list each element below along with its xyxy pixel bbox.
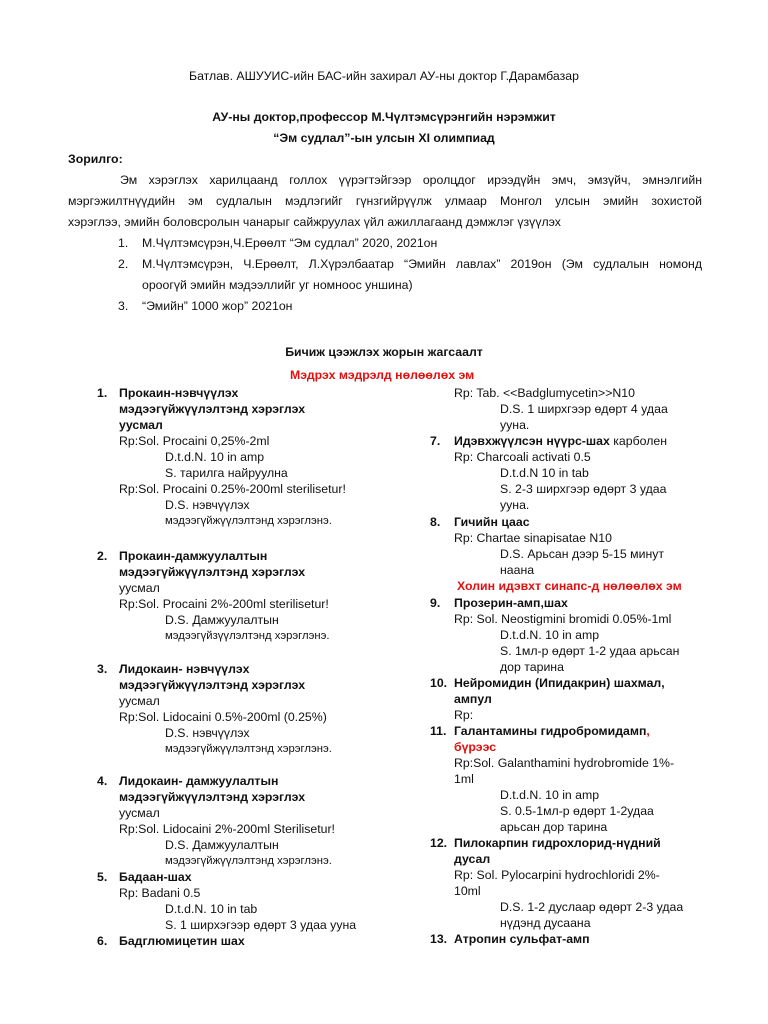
recipe-line: Rp:Sol. Lidocaini 0.5%-200ml (0.25%) xyxy=(119,710,327,724)
recipe-line: D.S. Дамжуулалтын xyxy=(165,613,279,627)
recipe-line: S. 0.5-1мл-р өдөрт 1-2удаа xyxy=(500,804,654,818)
section-title-cholinergic: Холин идэвхт синапс-д нөлөөлөх эм xyxy=(457,579,682,593)
item-title xyxy=(454,434,667,448)
item-title: уусмал xyxy=(119,418,163,432)
item-number: 2. xyxy=(97,549,108,563)
item-number: 1. xyxy=(97,386,108,400)
recipe-line: S. тарилга найруулна xyxy=(165,466,288,480)
item-title: дусал xyxy=(454,852,491,866)
item-title: Бадглюмицетин шах xyxy=(119,934,245,948)
recipe-line: D.S. Дамжуулалтын xyxy=(165,838,279,852)
item-title-text: Галантамины гидробромидамп xyxy=(454,724,647,738)
item-title: уусмал xyxy=(119,694,160,708)
item-number: 8. xyxy=(430,515,441,529)
item-title: Лидокаин- дамжуулалтын xyxy=(119,774,279,788)
item-number: 5. xyxy=(97,870,108,884)
recipe-line: 1ml xyxy=(454,772,474,786)
recipe-line: Rp:Sol. Procaini 0,25%-2ml xyxy=(119,434,270,448)
item-title: уусмал xyxy=(119,581,160,595)
recipe-line: S. 2-3 ширхгээр өдөрт 3 удаа xyxy=(500,482,667,496)
list-title: Бичиж цээжлэх жорын жагсаалт xyxy=(285,345,483,359)
recipe-line: наана xyxy=(500,563,535,577)
item-title: Нейромидин (Ипидакрин) шахмал, xyxy=(454,676,665,690)
recipe-line: арьсан дор тарина xyxy=(500,820,608,834)
item-number: 3. xyxy=(97,662,108,676)
approval-line: Батлав. АШУУИС-ийн БАС-ийн захирал АУ-ны доктор Г.Дарамбазар xyxy=(189,69,579,83)
recipe-line: Rp:Sol. Lidocaini 2%-200ml Sterilisetur! xyxy=(119,822,335,836)
recipe-line: D.S. нэвчүүлэх xyxy=(165,498,250,512)
goal-line-3: хэрэглээ, эмийн боловсролын чанарыг сайжруулах үйл ажиллагаанд дэмжлэг үзүүлэх xyxy=(68,215,561,229)
recipe-line: Rp:Sol. Galanthamini hydrobromide 1%- xyxy=(454,756,675,770)
recipe-line: S. 1мл-р өдөрт 1-2 удаа арьсан xyxy=(500,644,680,658)
item-title-normal: карболен xyxy=(609,434,668,448)
recipe-line: мэдээгүйжүүлэлтэнд хэрэглэнэ. xyxy=(165,855,332,867)
goal-label: Зорилго: xyxy=(68,152,123,166)
recipe-line: D.S. Арьсан дээр 5-15 минут xyxy=(500,547,665,561)
recipe-line: 10ml xyxy=(454,884,481,898)
recipe-line: Rp: Sol. Pylocarpini hydrochloridi 2%- xyxy=(454,868,660,882)
recipe-line: D.t.d.N 10 in tab xyxy=(500,466,589,480)
title-line-2: “Эм судлал”-ын улсын XI олимпиад xyxy=(273,131,495,145)
recipe-line: D.t.d.N. 10 in amp xyxy=(500,628,600,642)
item-title: Бадаан-шах xyxy=(119,870,192,884)
item-title: Гичийн цаас xyxy=(454,515,530,529)
title-line-1: АУ-ны доктор,профессор М.Чүлтэмсүрэнгийн нэрэмжит xyxy=(212,110,556,124)
item-title-red: бүрээс xyxy=(454,740,497,754)
recipe-line: D.t.d.N. 10 in tab xyxy=(165,902,258,916)
item-title: ампул xyxy=(454,692,492,706)
recipe-line: D.S. 1 ширхгээр өдөрт 4 удаа xyxy=(500,402,668,416)
item-title: Лидокаин- нэвчүүлэх xyxy=(119,662,250,676)
recipe-line: мэдээгүйжүүлэлтэнд хэрэглэнэ. xyxy=(165,515,332,527)
recipe-line: Rp: Sol. Neostigmini bromidi 0.05%-1ml xyxy=(454,612,672,626)
recipe-line: ууна. xyxy=(500,498,530,512)
recipe-line: Rp: Badani 0.5 xyxy=(119,886,201,900)
reference-text: ороогүй эмийн мэдээллийг уг номноос уншина) xyxy=(142,278,413,292)
item-title: мэдээгүйжүүлэлтэнд хэрэглэх xyxy=(119,402,306,416)
recipe-line: нүдэнд дусаана xyxy=(500,916,591,930)
item-number: 13. xyxy=(430,932,448,946)
reference-text: М.Чүлтэмсүрэн,Ч.Ерөөлт “Эм судлал” 2020, 2021он xyxy=(142,236,438,250)
reference-text: “Эмийн” 1000 жор” 2021он xyxy=(142,299,293,313)
recipe-line: D.t.d.N. 10 in amp xyxy=(500,788,600,802)
recipe-line: S. 1 ширхэгээр өдөрт 3 удаа ууна xyxy=(165,918,357,932)
item-number: 9. xyxy=(430,596,441,610)
item-number: 11. xyxy=(430,724,447,738)
recipe-line: дор тарина xyxy=(500,660,564,674)
recipe-line: Rp: xyxy=(454,708,474,722)
recipe-line: мэдээгүйзүүлэлтэнд хэрэглэнэ. xyxy=(165,630,330,642)
item-title: Прозерин-амп,шах xyxy=(454,596,568,610)
goal-line-2: мэргэжилтнүүдийн эм судлалын мэдлэгийг гүнзгийрүүлж улмаар Монгол улсын эмийн зохистой xyxy=(68,194,702,208)
reference-number: 3. xyxy=(118,299,129,313)
item-title-red-comma: , xyxy=(646,724,650,738)
item-title xyxy=(454,724,650,738)
reference-text: М.Чүлтэмсүрэн, Ч.Ерөөлт, Л.Хүрэлбаатар “Эмийн лавлах” 2019он (Эм судлалын номонд xyxy=(142,257,702,271)
item-number: 12. xyxy=(430,836,448,850)
recipe-line: D.t.d.N. 10 in amp xyxy=(165,450,265,464)
recipe-line: Rp: Tab. <<Badglumycetin>>N10 xyxy=(454,386,635,400)
recipe-line: Rp:Sol. Procaini 2%-200ml sterilisetur! xyxy=(119,597,329,611)
recipe-line: D.S. нэвчүүлэх xyxy=(165,726,250,740)
item-title: уусмал xyxy=(119,806,160,820)
reference-number: 1. xyxy=(118,236,129,250)
recipe-line: Rp: Charcoali activati 0.5 xyxy=(454,450,591,464)
recipe-line: Rp:Sol. Procaini 0.25%-200ml sterilisetur! xyxy=(119,482,346,496)
item-title: Прокаин-дамжуулалтын xyxy=(119,549,268,563)
item-title: Атропин сульфат-амп xyxy=(454,932,590,946)
item-number: 6. xyxy=(97,934,108,948)
item-title-bold: Идэвхжүүлсэн нүүрс-шах xyxy=(454,434,610,448)
item-number: 7. xyxy=(430,434,441,448)
item-number: 4. xyxy=(97,774,108,788)
item-number: 10. xyxy=(430,676,448,690)
recipe-line: ууна. xyxy=(500,418,530,432)
item-title: мэдээгүйжүүлэлтэнд хэрэглэх xyxy=(119,790,306,804)
recipe-line: Rp: Chartae sinapisatae N10 xyxy=(454,531,612,545)
recipe-line: мэдээгүйжүүлэлтэнд хэрэглэнэ. xyxy=(165,743,332,755)
item-title: мэдээгүйжүүлэлтэнд хэрэглэх xyxy=(119,678,306,692)
item-title: Прокаин-нэвчүүлэх xyxy=(119,386,239,400)
goal-line-1: Эм хэрэглэх харилцаанд голлох үүрэгтэйгээр оролцдог ирээдүйн эмч, эмзүйч, эмнэлгийн xyxy=(120,173,702,187)
reference-number: 2. xyxy=(118,257,129,271)
section-title-sensory: Мэдрэх мэдрэлд нөлөөлөх эм xyxy=(290,368,475,382)
recipe-line: D.S. 1-2 дуслаар өдөрт 2-3 удаа xyxy=(500,900,684,914)
item-title: мэдээгүйжүүлэлтэнд хэрэглэх xyxy=(119,565,306,579)
item-title: Пилокарпин гидрохлорид-нүдний xyxy=(454,836,661,850)
